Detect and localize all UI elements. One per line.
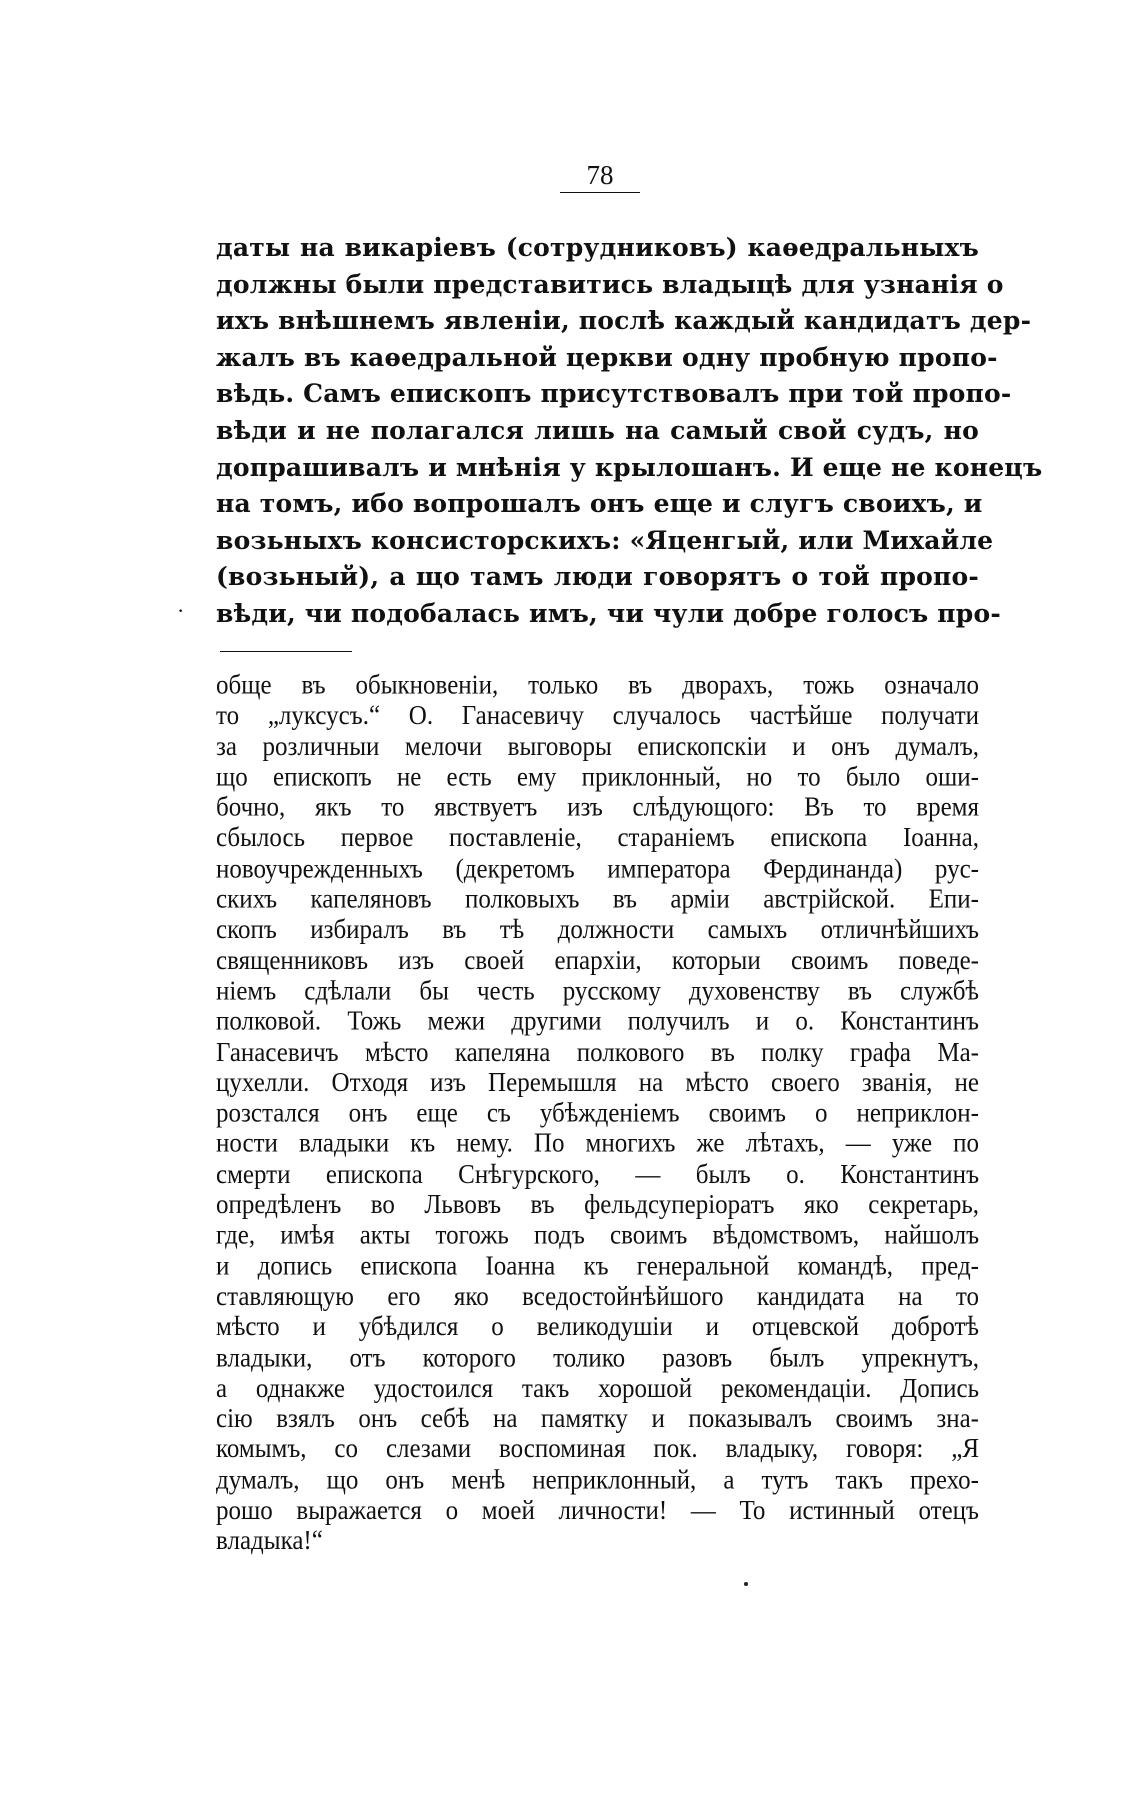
footnote-line: священниковъ изъ своей епархіи, которыи своимъ поведе- <box>216 946 979 976</box>
footnote-line: смерти епископа Снѣгурского, — былъ о. Константинъ <box>216 1159 979 1190</box>
footnote-line: ніемъ сдѣлали бы честь русскому духовенству въ службѣ <box>216 976 979 1006</box>
footnote-line: цухелли. Отходя изъ Перемышля на мѣсто своего званія, не <box>216 1068 979 1098</box>
ink-speck <box>744 1582 748 1586</box>
footnote-line: Ганасевичъ мѣсто капеляна полкового въ полку графа Ма- <box>216 1037 979 1067</box>
main-text <box>216 230 1043 633</box>
footnote-line: скопъ избиралъ въ тѣ должности самыхъ отличнѣйшихъ <box>216 915 979 945</box>
footnote-line: розстался онъ еще съ убѣжденіемъ своимъ о неприклон- <box>216 1098 979 1129</box>
footnote-line: новоучрежденныхъ (декретомъ императора Фердинанда) рус- <box>216 854 979 884</box>
footnote-line: ности владыки къ нему. По многихъ же лѣтахъ, — уже по <box>216 1129 979 1159</box>
footnote-line: скихъ капеляновъ полковыхъ въ арміи австрійской. Епи- <box>216 884 979 915</box>
footnote-line: обще въ обыкновеніи, только въ дворахъ, тожь означало <box>216 671 979 701</box>
main-text-line: ихъ внѣшнемъ явленіи, послѣ каждый кандидатъ дер- <box>216 306 1032 336</box>
footnote-line: ставляющую его яко вседостойнѣйшого кандидата на то <box>216 1282 979 1312</box>
footnote-line: опредѣленъ во Львовъ въ фельдсуперіоратъ яко секретарь, <box>216 1190 979 1220</box>
main-text-line: вѣдь. Самъ епископъ присутствовалъ при той пропо- <box>216 379 1012 409</box>
main-text-line: вѣди, чи подобалась имъ, чи чули добре голосъ про- <box>216 598 1001 628</box>
main-text-line: (возьный), а що тамъ люди говорятъ о той пропо- <box>216 562 979 592</box>
margin-mark: · <box>177 598 185 623</box>
main-text-line: вѣди и не полагался лишь на самый свой судъ, но <box>216 415 979 445</box>
footnote-line: а однакже удостоился такъ хорошой рекомендаціи. Допись <box>216 1373 979 1404</box>
footnote-line: що епископъ не есть ему приклонный, но то было оши- <box>216 762 979 792</box>
footnote-line: думалъ, що онъ менѣ неприклонный, а тутъ такъ прехо- <box>216 1465 979 1495</box>
footnote-line: то „луксусъ.“ О. Ганасевичу случалось частѣйше получати <box>216 701 979 731</box>
footnote-line: сію взялъ онъ себѣ на памятку и показывалъ своимъ зна- <box>216 1404 979 1434</box>
footnote-line: рошо выражается о моей личности! — То истинный отецъ <box>216 1496 979 1526</box>
main-text-line: должны были представитись владыцѣ для узнанія о <box>216 269 1004 299</box>
main-text-line: жалъ въ каѳедральной церкви одну пробную пропо- <box>216 342 998 372</box>
footnote-line: и допись епископа Іоанна къ генеральной командѣ, пред- <box>216 1251 979 1281</box>
footnote-line: за розличныи мелочи выговоры епископскіи и онъ думалъ, <box>216 732 979 762</box>
footnote-line: сбылось первое поставленіе, стараніемъ епископа Іоанна, <box>216 823 979 853</box>
footnote-line: владыка!“ <box>216 1526 323 1556</box>
footnote-line: мѣсто и убѣдился о великодушіи и отцевской добротѣ <box>216 1312 979 1342</box>
footnote-text <box>216 671 979 1557</box>
page-number-underline <box>560 192 640 193</box>
main-text-line: на томъ, ибо вопрошалъ онъ еще и слугъ своихъ, и <box>216 489 983 519</box>
footnote-line: комымъ, со слезами воспоминая пок. владыку, говоря: „Я <box>216 1435 979 1465</box>
footnote-line: владыки, отъ которого толико разовъ былъ упрекнутъ, <box>216 1343 979 1373</box>
main-text-line: возьныхъ консисторскихъ: «Яценгый, или Михайле <box>216 525 994 555</box>
page-number: 78 <box>586 160 614 190</box>
footnote-line: полковой. Тожь межи другими получилъ и о. Константинъ <box>216 1007 979 1037</box>
main-text-line: допрашивалъ и мнѣнія у крылошанъ. И еще не конецъ <box>216 452 1043 482</box>
footnote-line: где, имѣя акты тогожь подъ своимъ вѣдомствомъ, найшолъ <box>216 1221 979 1251</box>
footnote-line: бочно, якъ то явствуетъ изъ слѣдующого: Въ то время <box>216 793 979 823</box>
main-text-line: даты на викаріевъ (сотрудниковъ) каѳедральныхъ <box>216 233 979 262</box>
footnote-separator <box>220 651 352 652</box>
